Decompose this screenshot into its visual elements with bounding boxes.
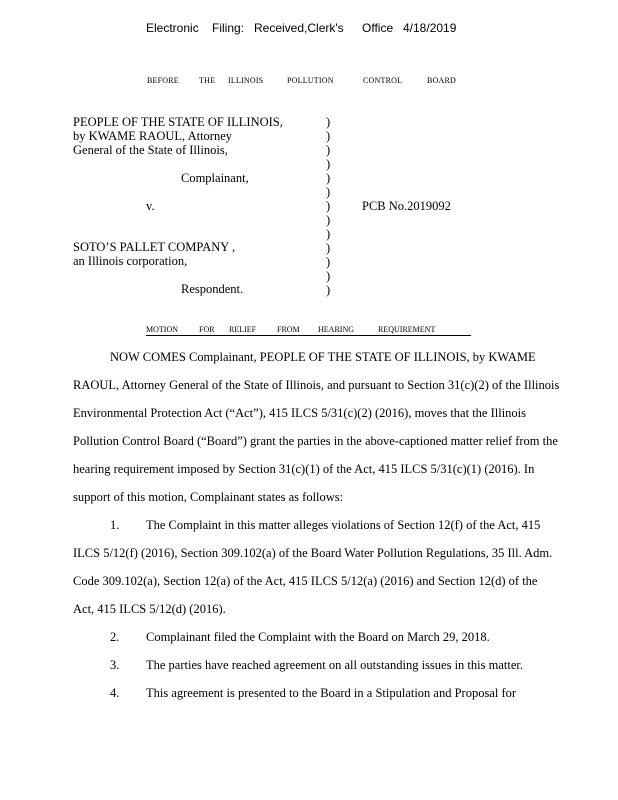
stamp-filing: Filing: — [212, 21, 245, 35]
motion-word: HEARING — [318, 325, 354, 334]
respondent-line: SOTO’S PALLET COMPANY , — [73, 240, 236, 254]
paren: ) — [326, 255, 331, 269]
motion-title-underline — [146, 335, 471, 336]
board-word: CONTROL — [363, 76, 403, 85]
item-text: ILCS 5/12(f) (2016), Section 309.102(a) of the Board Water Pollution Regulations, 35 Ill. Adm. — [73, 546, 553, 560]
motion-word: FROM — [277, 325, 300, 334]
stamp-electronic: Electronic — [146, 21, 199, 35]
plaintiff-line: PEOPLE OF THE STATE OF ILLINOIS, — [73, 115, 283, 129]
item-text: Complainant filed the Complaint with the Board on March 29, 2018. — [146, 630, 490, 644]
item-number: 4. — [110, 686, 120, 700]
item-text: The Complaint in this matter alleges violations of Section 12(f) of the Act, 415 — [146, 518, 541, 532]
paren: ) — [326, 269, 331, 283]
paren: ) — [326, 283, 331, 297]
stamp-received: Received,Clerk's — [254, 21, 344, 35]
plaintiff-line: General of the State of Illinois, — [73, 143, 228, 157]
paren: ) — [326, 143, 331, 157]
board-word: BEFORE — [147, 76, 179, 85]
complainant-label: Complainant, — [181, 171, 249, 185]
paren: ) — [326, 213, 331, 227]
paren: ) — [326, 171, 331, 185]
respondent-line: an Illinois corporation, — [73, 254, 188, 268]
intro-line: Environmental Protection Act (“Act”), 415 ILCS 5/31(c)(2) (2016), moves that the Illinois — [73, 406, 527, 420]
caption-parentheses — [326, 115, 330, 297]
plaintiff-block — [73, 115, 283, 157]
paren: ) — [326, 199, 331, 213]
item-text: Code 309.102(a), Section 12(a) of the Act, 415 ILCS 5/12(a) (2016) and Section 12(d) of the — [73, 574, 538, 588]
item-text: The parties have reached agreement on all outstanding issues in this matter. — [146, 658, 523, 672]
versus: v. — [146, 199, 155, 213]
respondent-block — [73, 240, 235, 268]
item-number: 2. — [110, 630, 120, 644]
item-number: 1. — [110, 518, 120, 532]
plaintiff-line: by KWAME RAOUL, Attorney — [73, 129, 233, 143]
paren: ) — [326, 115, 331, 129]
paren: ) — [326, 227, 331, 241]
stamp-date: 4/18/2019 — [403, 21, 457, 35]
board-word: POLLUTION — [287, 76, 334, 85]
board-word: BOARD — [427, 76, 457, 85]
case-number: PCB No.2019092 — [362, 199, 451, 213]
intro-line: support of this motion, Complainant states as follows: — [73, 490, 344, 504]
item-text: This agreement is presented to the Board in a Stipulation and Proposal for — [146, 686, 517, 700]
paren: ) — [326, 185, 331, 199]
motion-word: FOR — [199, 325, 215, 334]
respondent-label: Respondent. — [181, 282, 244, 296]
board-word: ILLINOIS — [228, 76, 264, 85]
intro-line: NOW COMES Complainant, PEOPLE OF THE STATE OF ILLINOIS, by KWAME — [110, 350, 536, 364]
stamp-office: Office — [362, 21, 394, 35]
intro-line: RAOUL, Attorney General of the State of Illinois, and pursuant to Section 31(c)(2) of the Illinois — [73, 378, 560, 392]
paren: ) — [326, 241, 331, 255]
board-word: THE — [199, 76, 216, 85]
motion-word: MOTION — [146, 325, 178, 334]
intro-line: Pollution Control Board (“Board”) grant the parties in the above-captioned matter relief from the — [73, 434, 558, 448]
intro-line: hearing requirement imposed by Section 31(c)(1) of the Act, 415 ILCS 5/31(c)(1) (2016). In — [73, 462, 535, 476]
motion-word: RELIEF — [229, 325, 257, 334]
motion-word: REQUIREMENT — [378, 325, 436, 334]
paren: ) — [326, 157, 331, 171]
paren: ) — [326, 129, 331, 143]
item-number: 3. — [110, 658, 120, 672]
item-text: Act, 415 ILCS 5/12(d) (2016). — [73, 602, 226, 616]
